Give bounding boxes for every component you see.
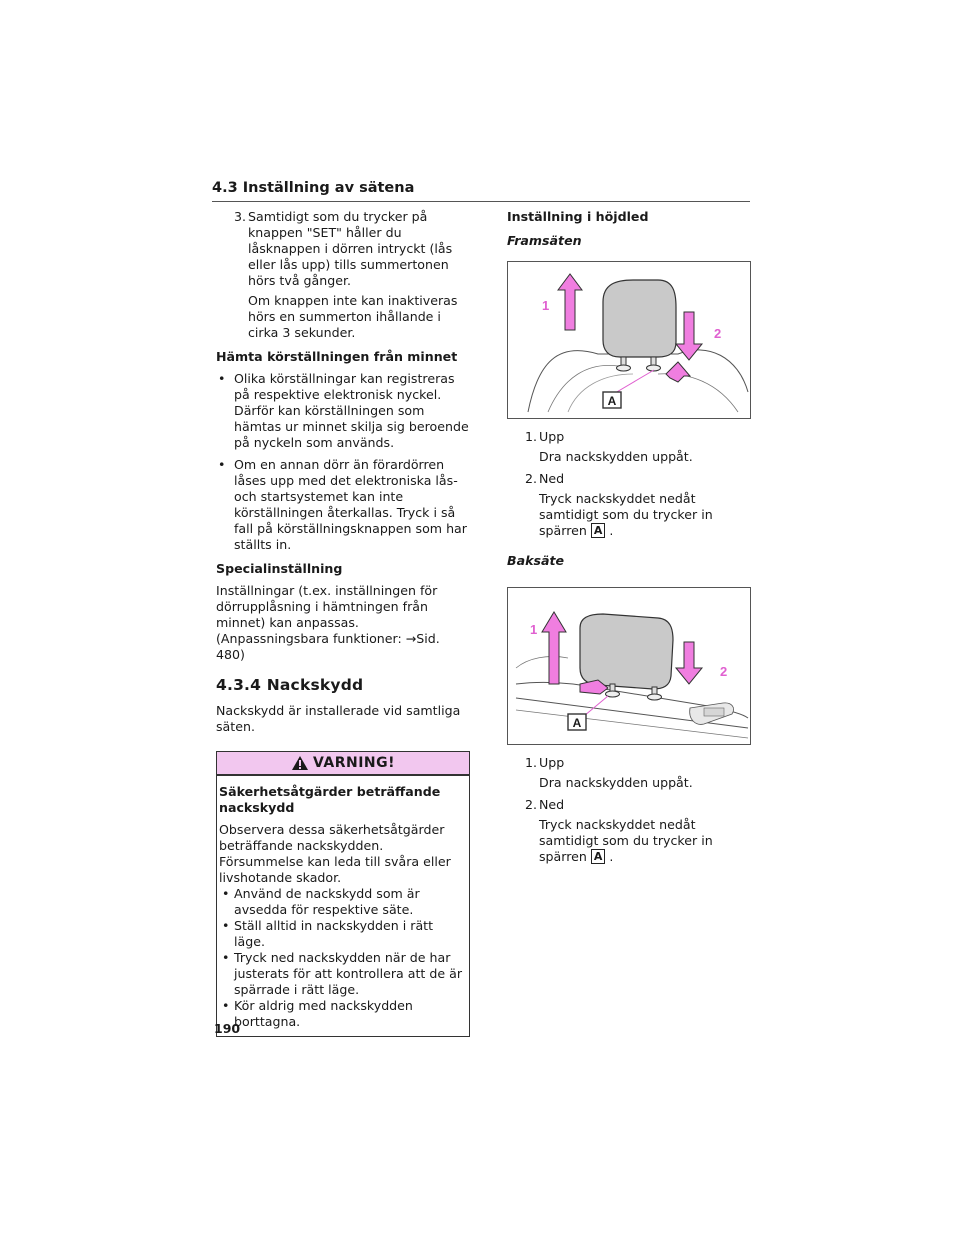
front-headrest-illustration [508,262,750,418]
key-badge-a: A [591,849,606,864]
memory-bullet-2 [216,457,472,553]
step-3 [216,209,472,289]
rear-fig-label-1: 1 [530,622,538,637]
front-fig-label-a: A [607,394,617,408]
warning-bullet-2 [219,918,467,950]
step-title: Ned [539,471,565,486]
step-number: 1. [524,429,537,444]
front-fig-label-2: 2 [714,326,722,341]
bullet-text: Olika körställningar kan registreras på respektive elektronisk nyckel. Därför kan körställningen som hämtas ur minnet skilja sig beroende på nyckeln som används. [234,371,469,450]
key-badge-a: A [591,523,606,538]
step-number: 2. [524,797,537,812]
bullet-dot: • [222,918,230,933]
special-ref: (Anpassningsbara funktioner: →Sid. 480) [216,631,440,662]
warning-text-1: Observera dessa säkerhetsåtgärder beträffande nackskydden. [219,822,445,853]
step-title: Ned [539,797,565,812]
bullet-text: Ställ alltid in nackskydden i rätt läge. [234,918,434,949]
period: . [609,849,614,864]
memory-heading: Hämta körställningen från minnet [216,349,458,364]
step-3-note: Om knappen inte kan inaktiveras hörs en summerton ihållande i cirka 3 sekunder. [248,293,458,340]
period: . [609,523,614,538]
front-step-2 [507,471,757,487]
bullet-text: Använd de nackskydd som är avsedda för respektive säte. [234,886,420,917]
front-step-1 [507,429,757,445]
intro-text: Nackskydd är installerade vid samtliga säten. [216,703,461,734]
rear-headrest-illustration [508,588,750,744]
bullet-dot: • [222,950,230,965]
bullet-text: Om en annan dörr än förardörren låses upp med det elektroniska lås- och startsystemet kan inte körställningen återkallas. Tryck i så fall på körställningsknappen som har ställts in. [234,457,467,552]
front-step-1-desc: Dra nackskydden uppåt. [539,449,693,464]
rear-fig-label-2: 2 [720,664,728,679]
step-title: Upp [539,429,565,444]
special-text: Inställningar (t.ex. inställningen för dörrupplåsning i hämtningen från minnet) kan anpassas. [216,583,438,630]
bullet-dot: • [218,371,226,386]
warning-header [217,752,469,776]
rear-step-1-desc: Dra nackskydden uppåt. [539,775,693,790]
step-text: Samtidigt som du trycker på knappen "SET" håller du låsknappen i dörren intryckt (lås eller lås upp) tills summertonen hörs två gånger. [248,209,453,288]
memory-bullet-1 [216,371,472,451]
step-title: Upp [539,755,565,770]
step-number: 3. [233,209,246,224]
bullet-dot: • [218,457,226,472]
bullet-dot: • [222,886,230,901]
step-number: 2. [524,471,537,486]
step-desc-text: Tryck nackskyddet nedåt samtidigt som du trycker in spärren [539,491,713,538]
section-header: 4.3 Inställning av sätena [212,180,750,202]
bullet-dot: • [222,998,230,1013]
left-column [216,209,472,1037]
height-adjust-heading: Inställning i höjdled [507,209,649,224]
right-column [507,209,757,871]
warning-bullet-1 [219,886,467,918]
rear-step-2-desc [507,817,757,865]
page-number: 190 [214,1021,241,1036]
front-fig-label-1: 1 [542,298,550,313]
rear-headrest-figure [507,587,751,745]
special-heading: Specialinställning [216,561,343,576]
subsection-title: 4.3.4 Nackskydd [216,676,364,694]
bullet-text: Kör aldrig med nackskydden borttagna. [234,998,413,1029]
warning-title: Säkerhetsåtgärder beträffande nackskydd [219,784,441,815]
warning-bullet-3 [219,950,467,998]
rear-step-1 [507,755,757,771]
rear-step-2 [507,797,757,813]
warning-box [216,751,470,1037]
step-number: 1. [524,755,537,770]
rear-seat-label: Baksäte [507,553,565,568]
front-headrest-figure [507,261,751,419]
front-seat-label: Framsäten [507,233,582,248]
warning-text-2: Försummelse kan leda till svåra eller livshotande skador. [219,854,451,885]
warning-body [217,776,469,1036]
step-desc-text: Tryck nackskyddet nedåt samtidigt som du trycker in spärren [539,817,713,864]
rear-fig-label-a: A [572,716,582,730]
bullet-text: Tryck ned nackskydden när de har justerats för att kontrollera att de är spärrade i rätt läge. [234,950,462,997]
front-step-2-desc [507,491,757,539]
warning-label: VARNING! [312,755,396,771]
warning-bullet-4 [219,998,467,1030]
warning-triangle-icon [291,755,309,771]
